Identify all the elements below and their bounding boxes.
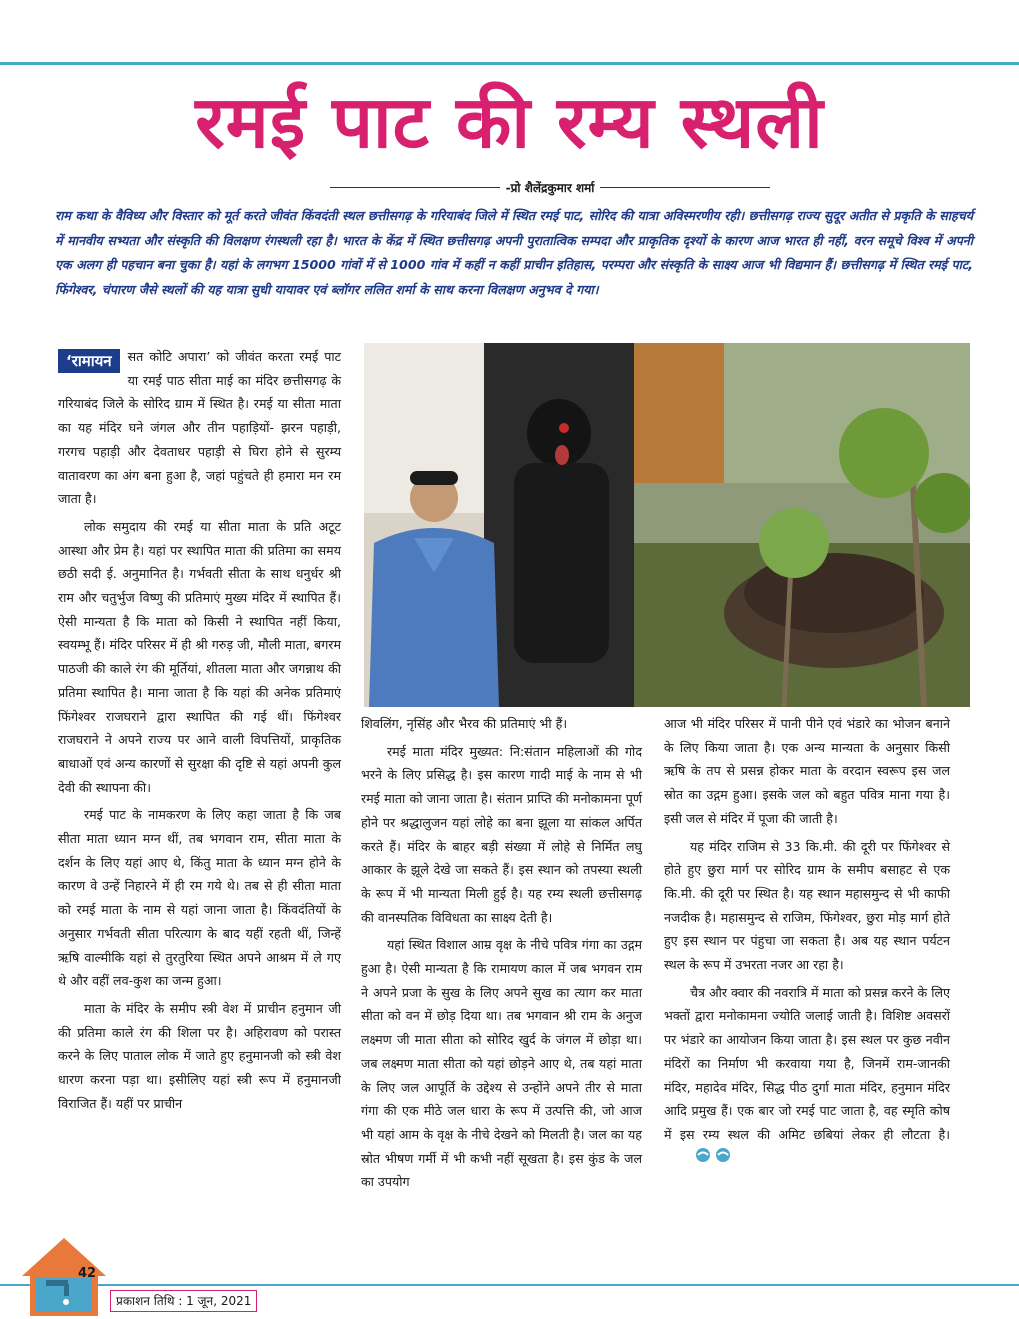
col3-para-1: आज भी मंदिर परिसर में पानी पीने एवं भंडारे का भोजन बनाने के लिए किया जाता है। एक अन्य मान्यता के अनुसार किसी ऋषि के तप से प्रसन्न होकर माता के वरदान स्वरूप इस जल स्रोत का उद्गम हुआ। इसके जल को बहुत पवित्र माना गया है। इसी जल से मंदिर में पूजा की जाती है। [664,716,950,826]
col3-para-2: यह मंदिर राजिम से 33 कि.मी. की दूरी पर फिंगेश्वर से होते हुए छुरा मार्ग पर सोरिद ग्राम के समीप बसाहट से एक कि.मी. की दूरी पर स्थित है। यह स्थान महासमुन्द से भी काफी नजदीक है। महासमुन्द से राजिम, फिंगेश्वर, छुरा मोड़ मार्ग होते हुए इस स्थान पर पंहुचा जा सकता है। अब यह स्थान पर्यटन स्थल के रूप में उभरता नजर आ रहा है। [664,838,950,973]
col1-para-1-text: सत कोटि अपारा’ को जीवंत करता रमई पाट या रमई पाठ सीता माई का मंदिर छत्तीसगढ़ के गरियाबंद जिले के सोरिद ग्राम में स्थित है। रमई या सीता माता का यह मंदिर घने जंगल और तीन पहाड़ियों- झरन पहाड़ी, गरगच पहाड़ी और देवताधर पहाड़ी से घिरा होने से सुरम्य वातावरण का अंग बना हुआ है, जहां पहुंचते ही हमारा मन रम जाता है। [58,349,341,507]
top-rule [0,62,1019,65]
col1-para-4: माता के मंदिर के समीप स्त्री वेश में प्राचीन हनुमान जी की प्रतिमा काले रंग की शिला पर है। अहिरावण को परास्त करने के लिए पाताल लोक में जाते हुए हनुमानजी को स्त्री वेश धारण करना पड़ा था। इसीलिए यहां स्त्री रूप में हनुमानजी विराजित हैं। यहीं पर प्राचीन [58,1000,341,1111]
column-2 [361,712,642,1198]
byline-text: -प्रो शैलेंद्रकुमार शर्मा [500,181,601,195]
intro-paragraph: राम कथा के वैविध्य और विस्तार को मूर्त करते जीवंत किंवदंती स्थल छत्तीसगढ़ के गरियाबंद जिले में स्थित रमई पाट, सोरिद की यात्रा अविस्मरणीय रही। छत्तीसगढ़ राज्य सुदूर अतीत से प्रकृति के साहचर्य में मानवीय सभ्यता और संस्कृति की विलक्षण रंगस्थली रहा है। भारत के केंद्र में स्थित छत्तीसगढ़ अपनी पुरातात्विक सम्पदा और प्राकृतिक दृश्यों के कारण आज भारत ही नहीं, वरन समूचे विश्व में अपनी एक अलग ही पहचान बना चुका है। यहां के लगभग 15000 गांवों में से 1000 गांव में कहीं न कहीं प्राचीन इतिहास, परम्परा और संस्कृति के साक्ष्य आज भी विद्यमान हैं। छत्तीसगढ़ में स्थित रमई पाट, फिंगेश्वर, चंपारण जैसे स्थलों की यह यात्रा सुधी यायावर एवं ब्लॉगर ललित शर्मा के साथ करना विलक्षण अनुभव दे गया। [55,208,973,297]
col2-para-2: रमई माता मंदिर मुख्यत: नि:संतान महिलाओं की गोद भरने के लिए प्रसिद्ध है। इस कारण गादी माई के नाम से भी रमई माता को जाना जाता है। संतान प्राप्ति की मनोकामना पूर्ण होने पर श्रद्धालुजन यहां लोहे का बना झूला या सांकल अर्पित करते हैं। मंदिर के बाहर बड़ी संख्या में लोहे से निर्मित लघु आकार के झूले देखे जा सकते हैं। इस स्थान को तपस्या स्थली के रूप में भी मान्यता मिली हुई है। यह रम्य स्थली छत्तीसगढ़ की वानस्पतिक विविधता का साक्ष्य देती है। [361,743,642,925]
photo-illustration [364,343,970,707]
end-mark-icon [668,1147,734,1171]
article-title: रमई पाट की रम्य स्थली [195,80,824,164]
dropword-box: ‘रामायन [58,349,120,373]
page-number: 42 [78,1266,97,1281]
publication-date: प्रकाशन तिथि : 1 जून, 2021 [110,1290,257,1312]
byline-wrap [330,178,770,198]
byline [330,178,770,198]
article-photo [364,343,970,707]
col1-para-2: लोक समुदाय की रमई या सीता माता के प्रति अटूट आस्था और प्रेम है। यहां पर स्थापित माता की प्रतिमा का समय छठी सदी ई. अनुमानित है। गर्भवती सीता के साथ धनुर्धर श्री राम और चतुर्भुज विष्णु की प्रतिमाएं मुख्य मंदिर में स्थापित हैं। ऐसी मान्यता है कि माता को किसी ने स्थापित नहीं किया, स्वयम्भू हैं। मंदिर परिसर में ही श्री गरुड़ जी, मौली माता, बगरम पाठजी की काले रंग की मूर्तियां, शीतला माता और जगन्नाथ की प्रतिमा स्थापित है। माना जाता है कि यहां की अनेक प्रतिमाएं फिंगेश्वर राजघराने द्वारा स्थापित की गई थीं। फिंगेश्वर राजघराने ने अपने राज्य पर आने वाली विपत्तियों, प्राकृतिक बाधाओं एवं अन्य कारणों से सुरक्षा की दृष्टि से यहां अपनी कुल देवी की स्थापना की। [58,518,341,795]
bottom-rule [0,1284,1019,1286]
column-1 [58,345,341,1120]
col2-para-1: शिवलिंग, नृसिंह और भैरव की प्रतिमाएं भी हैं। [361,716,568,731]
house-tap-logo-icon [20,1236,108,1318]
col2-para-3: यहां स्थित विशाल आम्र वृक्ष के नीचे पवित्र गंगा का उद्गम हुआ है। ऐसी मान्यता है कि रामायण काल में जब भगवन राम ने अपने प्रजा के सुख के लिए अपने सुख का त्याग कर माता सीता को वन में छोड़ दिया था। तब भगवान श्री राम के अनुज लक्ष्मण जी माता सीता को सोरिद खुर्द के जंगल में छोड़ा था। जब लक्ष्मण माता सीता को यहां छोड़ने आए थे, तब यहां माता के लिए जल आपूर्ति के उद्देश्य से उन्होंने अपने तीर से माता गंगा की एक मीठे जल धारा के रूप में उत्पत्ति की, जो आज भी यहां आम के वृक्ष के नीचे देखने को मिलती है। जल का यह स्रोत भीषण गर्मी में भी कभी नहीं सूखता है। इस कुंड के जल का उपयोग [361,937,642,1190]
col3-para-3-text: चैत्र और क्वार की नवरात्रि में माता को प्रसन्न करने के लिए भक्तों द्वारा मनोकामना ज्योति जलाई जाती है। विशिष्ट अवसरों पर भंडारे का आयोजन किया जाता है। इस स्थल पर कुछ नवीन मंदिरों का निर्माण भी करवाया गया है, जिनमें राम-जानकी मंदिर, महादेव मंदिर, सिद्ध पीठ दुर्गा माता मंदिर, हनुमान मंदिर आदि प्रमुख हैं। एक बार जो रमई पाट जाता है, वह स्मृति कोष में इस रम्य स्थल की अमिट छबियां लेकर ही लौटता है। [664,984,950,1142]
col1-para-3: रमई पाट के नामकरण के लिए कहा जाता है कि जब सीता माता ध्यान मग्न थीं, तब भगवान राम, सीता माता के दर्शन के लिए यहां आए थे, किंतु माता के ध्यान मग्न होने के कारण वे उन्हें निहारने में ही रम गये थे। तब से ही सीता माता को रमई माता के नाम से यहां जाना जाता है। किंवदंतियों के अनुसार गर्भवती सीता परित्याग के बाद यहीं रहती थीं, जिन्हें ऋषि वाल्मीकि यहां से तुरतुरिया स्थित अपने आश्रम में ले गए थे और वहीं लव-कुश का जन्म हुआ। [58,807,341,989]
col1-para-1 [58,345,341,511]
column-3 [664,712,950,1175]
col3-para-3 [664,981,950,1171]
